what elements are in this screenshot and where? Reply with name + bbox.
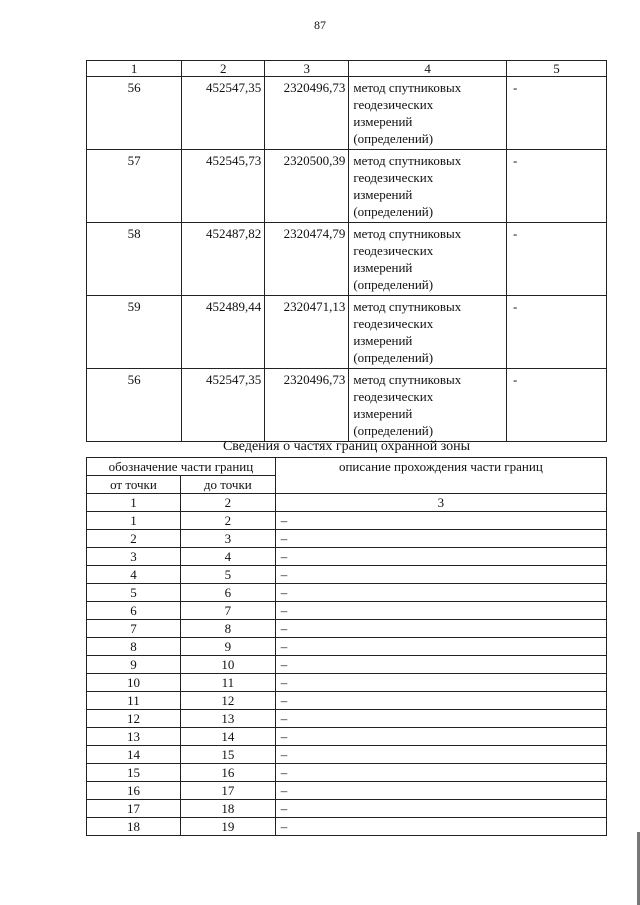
description-cell: – <box>275 674 606 692</box>
from-point-cell: 16 <box>87 782 181 800</box>
parts-header-row-1 <box>87 458 607 476</box>
to-point-cell: 2 <box>180 512 275 530</box>
table-row <box>87 602 607 620</box>
from-point-cell: 9 <box>87 656 181 674</box>
col-header-2: 2 <box>182 61 265 77</box>
point-cell: 56 <box>87 77 182 150</box>
method-line: измерений <box>353 333 413 348</box>
y-coordinate-cell: 2320496,73 <box>265 77 349 150</box>
method-line: (определений) <box>353 131 434 146</box>
method-cell <box>349 150 507 223</box>
description-cell: – <box>275 548 606 566</box>
method-line: (определений) <box>353 204 434 219</box>
from-point-cell: 4 <box>87 566 181 584</box>
method-line: метод спутниковых <box>353 153 462 168</box>
table-row <box>87 800 607 818</box>
x-coordinate-cell: 452545,73 <box>182 150 265 223</box>
method-line: геодезических <box>353 389 434 404</box>
description-cell: – <box>275 656 606 674</box>
description-cell: – <box>275 638 606 656</box>
table-row <box>87 512 607 530</box>
table-row <box>87 566 607 584</box>
table-row <box>87 764 607 782</box>
col-number-2: 2 <box>180 494 275 512</box>
header-from-point: от точки <box>87 476 181 494</box>
to-point-cell: 17 <box>180 782 275 800</box>
table-row <box>87 223 607 296</box>
to-point-cell: 15 <box>180 746 275 764</box>
point-cell: 56 <box>87 369 182 442</box>
from-point-cell: 8 <box>87 638 181 656</box>
method-line: геодезических <box>353 243 434 258</box>
from-point-cell: 2 <box>87 530 181 548</box>
description-cell: – <box>275 782 606 800</box>
to-point-cell: 16 <box>180 764 275 782</box>
parts-column-numbers <box>87 494 607 512</box>
col-number-3: 3 <box>275 494 606 512</box>
table-row <box>87 584 607 602</box>
from-point-cell: 5 <box>87 584 181 602</box>
from-point-cell: 14 <box>87 746 181 764</box>
table-row <box>87 710 607 728</box>
from-point-cell: 10 <box>87 674 181 692</box>
extra-cell: - <box>507 369 607 442</box>
to-point-cell: 5 <box>180 566 275 584</box>
header-boundary-part: обозначение части границ <box>87 458 276 476</box>
to-point-cell: 7 <box>180 602 275 620</box>
method-cell <box>349 223 507 296</box>
col-number-1: 1 <box>87 494 181 512</box>
description-cell: – <box>275 728 606 746</box>
header-to-point: до точки <box>180 476 275 494</box>
point-cell: 59 <box>87 296 182 369</box>
method-line: (определений) <box>353 423 434 438</box>
table-row <box>87 746 607 764</box>
table-row <box>87 656 607 674</box>
method-line: геодезических <box>353 316 434 331</box>
table-row <box>87 548 607 566</box>
extra-cell: - <box>507 77 607 150</box>
table-row <box>87 674 607 692</box>
x-coordinate-cell: 452487,82 <box>182 223 265 296</box>
description-cell: – <box>275 602 606 620</box>
description-cell: – <box>275 710 606 728</box>
table-row <box>87 530 607 548</box>
table-row <box>87 782 607 800</box>
description-cell: – <box>275 620 606 638</box>
extra-cell: - <box>507 223 607 296</box>
description-cell: – <box>275 692 606 710</box>
x-coordinate-cell: 452547,35 <box>182 77 265 150</box>
to-point-cell: 6 <box>180 584 275 602</box>
method-line: метод спутниковых <box>353 372 462 387</box>
y-coordinate-cell: 2320471,13 <box>265 296 349 369</box>
method-line: метод спутниковых <box>353 226 462 241</box>
page-number: 87 <box>314 18 326 32</box>
y-coordinate-cell: 2320496,73 <box>265 369 349 442</box>
method-line: метод спутниковых <box>353 80 462 95</box>
table-row <box>87 296 607 369</box>
table-row <box>87 77 607 150</box>
extra-cell: - <box>507 296 607 369</box>
method-cell <box>349 369 507 442</box>
method-line: геодезических <box>353 170 434 185</box>
from-point-cell: 11 <box>87 692 181 710</box>
table-row <box>87 620 607 638</box>
x-coordinate-cell: 452489,44 <box>182 296 265 369</box>
to-point-cell: 13 <box>180 710 275 728</box>
method-line: метод спутниковых <box>353 299 462 314</box>
table-row <box>87 369 607 442</box>
to-point-cell: 10 <box>180 656 275 674</box>
description-cell: – <box>275 818 606 836</box>
from-point-cell: 15 <box>87 764 181 782</box>
to-point-cell: 11 <box>180 674 275 692</box>
method-line: измерений <box>353 406 413 421</box>
description-cell: – <box>275 584 606 602</box>
table-row <box>87 818 607 836</box>
description-cell: – <box>275 530 606 548</box>
point-cell: 58 <box>87 223 182 296</box>
method-line: измерений <box>353 260 413 275</box>
to-point-cell: 3 <box>180 530 275 548</box>
method-cell <box>349 77 507 150</box>
method-line: (определений) <box>353 350 434 365</box>
from-point-cell: 7 <box>87 620 181 638</box>
from-point-cell: 17 <box>87 800 181 818</box>
from-point-cell: 12 <box>87 710 181 728</box>
header-description: описание прохождения части границ <box>275 458 606 494</box>
method-line: геодезических <box>353 97 434 112</box>
extra-cell: - <box>507 150 607 223</box>
to-point-cell: 18 <box>180 800 275 818</box>
coordinates-table-header <box>87 61 607 77</box>
from-point-cell: 3 <box>87 548 181 566</box>
to-point-cell: 19 <box>180 818 275 836</box>
method-line: измерений <box>353 187 413 202</box>
description-cell: – <box>275 764 606 782</box>
description-cell: – <box>275 566 606 584</box>
coordinates-table <box>86 60 607 442</box>
from-point-cell: 18 <box>87 818 181 836</box>
table-row <box>87 638 607 656</box>
from-point-cell: 6 <box>87 602 181 620</box>
table-row <box>87 728 607 746</box>
y-coordinate-cell: 2320500,39 <box>265 150 349 223</box>
from-point-cell: 13 <box>87 728 181 746</box>
col-header-5: 5 <box>507 61 607 77</box>
boundary-parts-table <box>86 457 607 836</box>
to-point-cell: 14 <box>180 728 275 746</box>
table-row <box>87 692 607 710</box>
to-point-cell: 12 <box>180 692 275 710</box>
to-point-cell: 8 <box>180 620 275 638</box>
method-cell <box>349 296 507 369</box>
method-line: измерений <box>353 114 413 129</box>
col-header-1: 1 <box>87 61 182 77</box>
description-cell: – <box>275 800 606 818</box>
x-coordinate-cell: 452547,35 <box>182 369 265 442</box>
from-point-cell: 1 <box>87 512 181 530</box>
description-cell: – <box>275 746 606 764</box>
to-point-cell: 4 <box>180 548 275 566</box>
col-header-4: 4 <box>349 61 507 77</box>
method-line: (определений) <box>353 277 434 292</box>
table-row <box>87 150 607 223</box>
description-cell: – <box>275 512 606 530</box>
y-coordinate-cell: 2320474,79 <box>265 223 349 296</box>
col-header-3: 3 <box>265 61 349 77</box>
to-point-cell: 9 <box>180 638 275 656</box>
point-cell: 57 <box>87 150 182 223</box>
section-title: Сведения о частях границ охранной зоны <box>222 439 471 454</box>
